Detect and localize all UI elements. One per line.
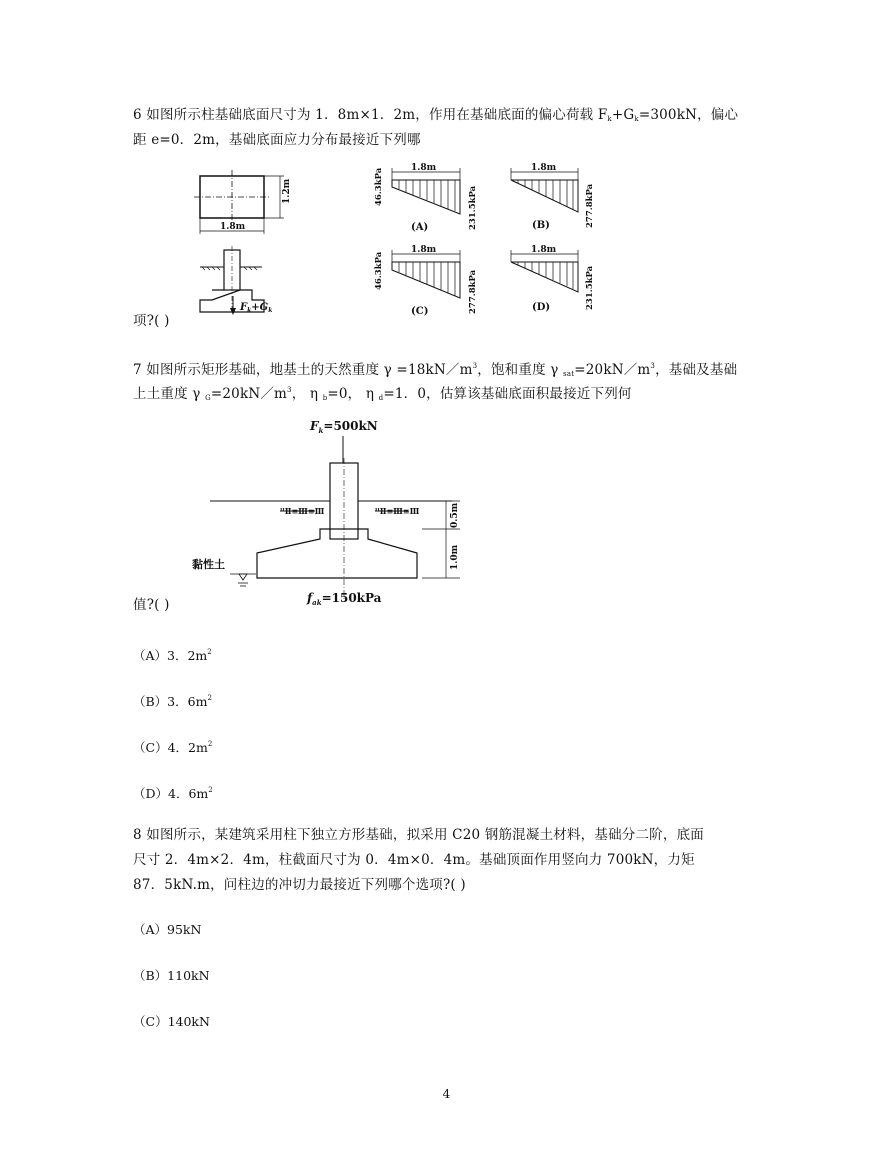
q6-foundation-figure bbox=[190, 168, 310, 322]
svg-text:231.5kPa: 231.5kPa bbox=[585, 265, 595, 310]
svg-text:ᴵᴵⅡ≡Ⅲ≡Ⅲ: ᴵᴵⅡ≡Ⅲ≡Ⅲ bbox=[280, 506, 325, 516]
q6-option-b-diagram bbox=[511, 163, 595, 231]
q6-option-d-diagram bbox=[511, 245, 595, 313]
svg-text:(D): (D) bbox=[532, 302, 551, 313]
svg-text:1.8m: 1.8m bbox=[531, 245, 557, 255]
svg-text:1.8m: 1.8m bbox=[411, 163, 437, 173]
q7-dim-top: 0.5m bbox=[450, 502, 460, 528]
q6-line2: 距 e=0．2m，基础底面应力分布最接近下列哪 bbox=[133, 132, 421, 148]
svg-text:(A): (A) bbox=[411, 222, 429, 233]
q8-option-a: （A）95kN bbox=[133, 922, 202, 937]
q7-foundation-figure bbox=[190, 410, 490, 610]
q8-option-b: （B）110kN bbox=[133, 968, 210, 983]
q7-line3: 值?( ) bbox=[133, 597, 170, 613]
q8-option-c: （C）140kN bbox=[133, 1014, 210, 1029]
q7-dim-bottom: 1.0m bbox=[450, 544, 460, 570]
q7-line1: 7 如图所示矩形基础，地基土的天然重度 $\gamma =18kN/m^3$，饱和重度 γ $_{sat}=20kN/m^3$，基础及基础 bbox=[133, 362, 738, 378]
svg-text:1.8m: 1.8m bbox=[531, 163, 557, 173]
q7-load-label: $F_k=500kN$ bbox=[310, 419, 378, 435]
q7-option-b: （B）3．$6m^2$ bbox=[133, 694, 212, 709]
q6-width-label: 1.8m bbox=[220, 222, 246, 232]
q8-line3: 87．5kN.m，问柱边的冲切力最接近下列哪个选项?( ) bbox=[133, 877, 466, 893]
svg-text:1.8m: 1.8m bbox=[411, 245, 437, 255]
q6-option-c-diagram bbox=[374, 245, 478, 317]
q7-soil-label: 黏性土 bbox=[192, 558, 225, 571]
q6-line3: 项?( ) bbox=[133, 313, 170, 329]
q6-option-diagrams bbox=[366, 160, 606, 320]
q7-option-c: （C）4．$2m^2$ bbox=[133, 740, 213, 755]
q7-fak-label: $f_{ak}=150kPa$ bbox=[307, 591, 382, 607]
svg-text:ᴵᴵⅡ≡Ⅲ≡Ⅲ: ᴵᴵⅡ≡Ⅲ≡Ⅲ bbox=[375, 506, 420, 516]
svg-text:46.3kPa: 46.3kPa bbox=[374, 251, 384, 290]
q6-load-label: $F_k+G_k$ bbox=[240, 302, 273, 314]
svg-text:46.3kPa: 46.3kPa bbox=[374, 167, 384, 206]
svg-text:231.5kPa: 231.5kPa bbox=[468, 185, 478, 230]
q6-height-label: 1.2m bbox=[282, 178, 292, 204]
q7-line2: 上土重度 γ $_G=20kN/m^3$， η $_b$=0， η $_d$=1．0，估算该基础底面积最接近下列何 bbox=[133, 386, 632, 402]
q6-option-a-diagram bbox=[374, 163, 478, 233]
svg-text:(B): (B) bbox=[532, 220, 550, 231]
q7-option-d: （D）4．$6m^2$ bbox=[133, 786, 213, 801]
q8-line1: 8 如图所示，某建筑采用柱下独立方形基础，拟采用 C20 钢筋混凝土材料，基础分二阶，底面 bbox=[133, 827, 704, 843]
svg-text:277.8kPa: 277.8kPa bbox=[468, 269, 478, 314]
svg-text:(C): (C) bbox=[411, 306, 429, 317]
q6-line1: 6 如图所示柱基础底面尺寸为 1．8m×1．2m，作用在基础底面的偏心荷载 $F_k+G_k=300kN$，偏心 bbox=[133, 107, 739, 123]
page-number: 4 bbox=[442, 1087, 451, 1101]
q8-line2: 尺寸 2．4m×2．4m，柱截面尺寸为 0．4m×0．4m。基础顶面作用竖向力 700kN，力矩 bbox=[133, 852, 695, 868]
q7-option-a: （A）3．$2m^2$ bbox=[133, 648, 212, 663]
svg-text:277.8kPa: 277.8kPa bbox=[585, 183, 595, 228]
